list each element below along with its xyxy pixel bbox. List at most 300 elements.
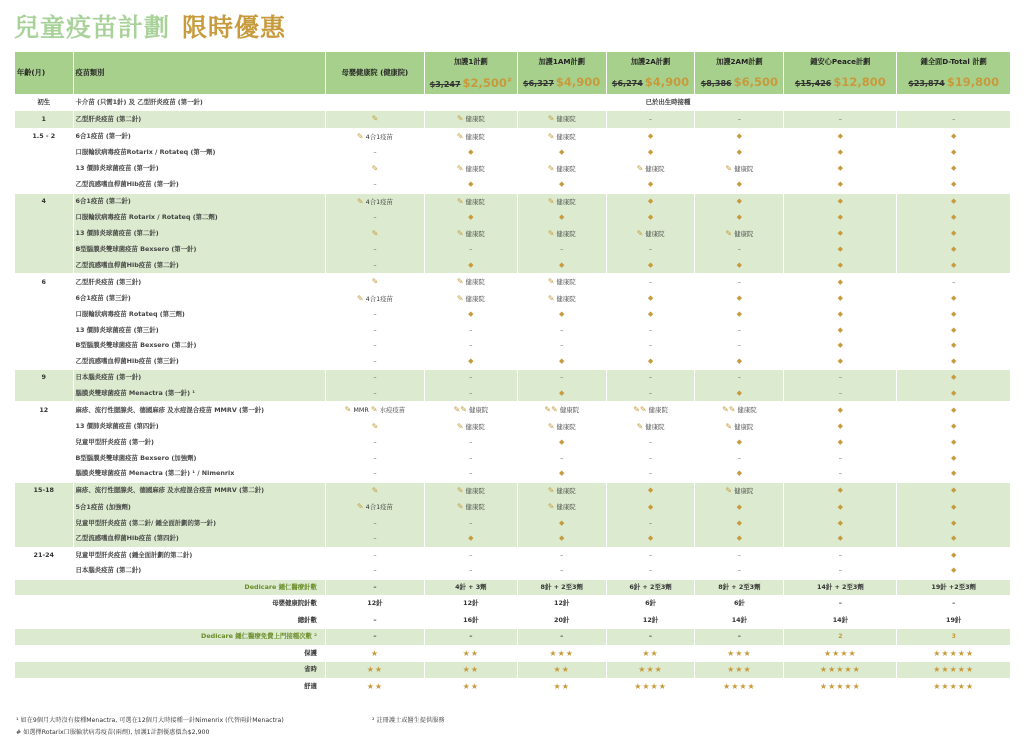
plan-cell	[784, 323, 897, 339]
cell-text: 健康院	[463, 278, 485, 287]
summary-row	[15, 629, 1011, 646]
included-diamond-icon: ◆	[736, 388, 743, 397]
dash-mark: –	[373, 341, 377, 350]
plan-cell	[784, 451, 897, 467]
cell-text: 健康院	[735, 406, 757, 415]
plan-cell	[424, 193, 517, 210]
plan-cell	[606, 563, 695, 579]
syringe-icon: ✎	[456, 114, 464, 124]
vaccine-name: 乙型流感嗜血桿菌Hib疫苗 (第三針)	[73, 354, 325, 370]
plan-cell	[897, 242, 1010, 258]
plan-cell	[897, 516, 1010, 532]
plan-cell	[606, 419, 695, 436]
vaccine-name: 乙型流感嗜血桿菌Hib疫苗 (第一針)	[73, 177, 325, 193]
summary-cell: 19針	[897, 612, 1010, 629]
plan-cell	[897, 354, 1010, 370]
syringe-icon: ✎	[456, 228, 464, 238]
plan-cell	[517, 193, 606, 210]
syringe-icon: ✎	[636, 421, 644, 431]
age-cell	[15, 466, 74, 482]
plan-cell	[606, 386, 695, 402]
plan-cell	[606, 177, 695, 193]
offer-price: $4,900	[555, 74, 601, 89]
included-diamond-icon: ◆	[837, 164, 844, 173]
plan-cell	[897, 111, 1010, 129]
plan-cell	[784, 111, 897, 129]
included-diamond-icon: ◆	[950, 325, 957, 334]
included-diamond-icon: ◆	[837, 405, 844, 414]
plan-cell	[695, 307, 784, 323]
summary-cell: 6針 + 2至3劑	[606, 579, 695, 596]
plan-cell	[897, 435, 1010, 451]
plan-cell	[606, 451, 695, 467]
age-cell	[15, 291, 74, 308]
header-plan-price	[606, 72, 695, 94]
table-row	[15, 145, 1011, 161]
plan-cell	[424, 274, 517, 291]
included-diamond-icon: ◆	[736, 310, 743, 319]
included-diamond-icon: ◆	[468, 213, 474, 222]
plan-cell	[695, 193, 784, 210]
dash-mark: –	[648, 438, 653, 447]
plan-cell	[424, 161, 517, 178]
summary-cell: ★★	[517, 662, 606, 679]
included-diamond-icon: ◆	[647, 534, 654, 543]
dash-mark: –	[373, 518, 377, 527]
plan-cell	[897, 482, 1010, 499]
syringe-icon: ✎	[371, 421, 379, 431]
cell-text: 健康院	[463, 294, 485, 303]
header-plan-price	[517, 72, 606, 94]
summary-cell: 6針	[695, 596, 784, 613]
included-diamond-icon: ◆	[950, 148, 957, 157]
plan-cell	[784, 482, 897, 499]
included-diamond-icon: ◆	[950, 438, 957, 447]
dash-mark: –	[560, 566, 564, 575]
plan-cell	[897, 145, 1010, 161]
cell-text: 健康院	[557, 406, 579, 415]
table-row	[15, 323, 1011, 339]
syringe-icon: ✎	[728, 405, 736, 415]
plan-cell	[606, 226, 695, 243]
plan-cell	[784, 370, 897, 386]
plan-cell	[424, 307, 517, 323]
plan-cell	[325, 323, 424, 339]
summary-cell: 8針 + 2至3劑	[695, 579, 784, 596]
table-row	[15, 354, 1011, 370]
summary-label: Dedicare 鍾仁醫療針數	[15, 579, 326, 596]
cell-text: 健康院	[732, 164, 754, 173]
included-diamond-icon: ◆	[950, 534, 957, 543]
included-diamond-icon: ◆	[837, 310, 844, 319]
header-plan-name: 母嬰健康院 (健康院)	[325, 52, 424, 94]
plan-cell	[784, 338, 897, 354]
header-plan-name: 鍾全面D-Total 計劃	[897, 52, 1010, 72]
age-cell	[15, 386, 74, 402]
plan-cell	[784, 258, 897, 274]
plan-cell	[424, 435, 517, 451]
age-cell: 初生	[15, 94, 74, 111]
summary-label: Dedicare 鍾仁醫療免費上門接種次數 ²	[15, 629, 326, 646]
syringe-icon: ✎	[456, 131, 464, 141]
plan-cell	[606, 323, 695, 339]
cell-text: 健康院	[554, 294, 576, 303]
included-diamond-icon: ◆	[558, 213, 565, 222]
table-row	[15, 274, 1011, 291]
plan-cell	[695, 128, 784, 145]
summary-cell: 14針 + 2至3劑	[784, 579, 897, 596]
included-diamond-icon: ◆	[736, 469, 743, 478]
included-diamond-icon: ◆	[468, 180, 474, 189]
plan-cell	[606, 210, 695, 226]
summary-cell: ★★★	[695, 645, 784, 662]
syringe-icon: ✎	[456, 163, 464, 173]
summary-cell: ★★	[325, 662, 424, 679]
syringe-icon: ✎	[456, 502, 464, 512]
dash-mark: –	[737, 566, 741, 575]
cell-text: 健康院	[732, 229, 754, 238]
cell-text: 健康院	[554, 164, 576, 173]
summary-cell: 14針	[784, 612, 897, 629]
summary-cell: ★★★	[695, 662, 784, 679]
included-diamond-icon: ◆	[837, 422, 844, 431]
syringe-icon: ✎	[356, 502, 364, 512]
cell-text: 4合1疫苗	[363, 132, 393, 141]
dash-mark: –	[373, 148, 377, 157]
dash-mark: –	[648, 114, 653, 123]
included-diamond-icon: ◆	[558, 310, 565, 319]
included-diamond-icon: ◆	[837, 197, 844, 206]
cell-text: 健康院	[554, 422, 576, 431]
dash-mark: –	[373, 373, 377, 382]
plan-cell	[897, 128, 1010, 145]
plan-cell	[325, 370, 424, 386]
plan-cell	[517, 323, 606, 339]
syringe-icon: ✎	[636, 163, 644, 173]
included-diamond-icon: ◆	[647, 260, 654, 269]
dash-mark: –	[648, 453, 653, 462]
plan-cell	[325, 402, 424, 419]
plan-cell	[517, 128, 606, 145]
plan-cell	[325, 274, 424, 291]
plan-cell	[897, 338, 1010, 354]
header-plan-name: 加護2A計劃	[606, 52, 695, 72]
plan-cell	[784, 274, 897, 291]
summary-cell: –	[695, 629, 784, 646]
plan-cell	[325, 466, 424, 482]
plan-cell	[517, 274, 606, 291]
syringe-icon: ✎	[636, 228, 644, 238]
summary-cell: –	[325, 612, 424, 629]
plan-cell	[325, 386, 424, 402]
cell-text: 4合1疫苗	[363, 294, 393, 303]
cell-text: 健康院	[463, 503, 485, 512]
included-diamond-icon: ◆	[837, 229, 844, 238]
plan-cell	[897, 161, 1010, 178]
cell-text: 健康院	[554, 197, 576, 206]
header-plan-name: 鍾安心Peace計劃	[784, 52, 897, 72]
included-diamond-icon: ◆	[736, 534, 743, 543]
included-diamond-icon: ◆	[736, 502, 743, 511]
summary-cell: 12針	[325, 596, 424, 613]
plan-cell	[424, 242, 517, 258]
included-diamond-icon: ◆	[950, 356, 957, 365]
summary-cell: ★★	[606, 645, 695, 662]
dash-mark: –	[648, 373, 653, 382]
syringe-icon: ✎	[371, 277, 379, 287]
included-diamond-icon: ◆	[736, 260, 743, 269]
summary-cell: ★★★	[517, 645, 606, 662]
vaccine-name: 13 價肺炎球菌疫苗 (第二針)	[73, 226, 325, 243]
summary-cell: –	[784, 596, 897, 613]
syringe-icon: ✎	[547, 293, 555, 303]
plan-cell	[424, 563, 517, 579]
plan-cell	[784, 226, 897, 243]
cell-text: 健康院	[643, 229, 665, 238]
dash-mark: –	[648, 245, 653, 254]
plan-cell	[325, 354, 424, 370]
plan-cell	[784, 291, 897, 308]
cell-text: 健康院	[643, 164, 665, 173]
included-diamond-icon: ◆	[950, 213, 957, 222]
plan-cell	[695, 161, 784, 178]
dash-mark: –	[648, 550, 653, 559]
summary-cell: –	[424, 629, 517, 646]
syringe-icon: ✎	[544, 405, 552, 415]
dash-mark: –	[373, 213, 377, 222]
cell-text: 4合1疫苗	[363, 503, 393, 512]
title-accent: 限時優惠	[182, 13, 287, 42]
summary-cell: 12針	[424, 596, 517, 613]
age-cell	[15, 419, 74, 436]
syringe-icon: ✎	[371, 163, 379, 173]
summary-row	[15, 662, 1011, 679]
plan-cell	[784, 563, 897, 579]
included-diamond-icon: ◆	[950, 469, 957, 478]
dash-mark: –	[648, 341, 653, 350]
table-row	[15, 94, 1011, 111]
syringe-icon: ✎	[456, 277, 464, 287]
dash-mark: –	[373, 438, 377, 447]
included-diamond-icon: ◆	[558, 388, 565, 397]
plan-cell	[606, 516, 695, 532]
plan-cell	[695, 547, 784, 563]
plan-cell	[517, 111, 606, 129]
vaccine-name: 日本腦炎疫苗 (第一針)	[73, 370, 325, 386]
plan-cell	[424, 419, 517, 436]
summary-cell: 4針 + 3劑	[424, 579, 517, 596]
included-diamond-icon: ◆	[950, 164, 957, 173]
cell-text: 水痘疫苗	[377, 406, 406, 415]
included-diamond-icon: ◆	[468, 148, 474, 157]
plan-cell	[325, 161, 424, 178]
summary-cell: 2	[784, 629, 897, 646]
table-row	[15, 111, 1011, 129]
plan-cell	[897, 274, 1010, 291]
cell-text: 健康院	[646, 406, 668, 415]
dash-mark: –	[469, 518, 473, 527]
plan-cell	[517, 210, 606, 226]
plan-cell	[784, 307, 897, 323]
price-note: #	[506, 77, 512, 84]
dash-mark: –	[560, 245, 564, 254]
included-diamond-icon: ◆	[736, 148, 743, 157]
dash-mark: –	[952, 114, 956, 123]
plan-cell	[784, 128, 897, 145]
age-cell: 1	[15, 111, 74, 129]
cell-text: 健康院	[554, 132, 576, 141]
included-diamond-icon: ◆	[950, 453, 957, 462]
plan-cell	[325, 193, 424, 210]
plan-cell	[325, 435, 424, 451]
header-plan-price	[695, 72, 784, 94]
plan-cell	[325, 419, 424, 436]
vaccine-name: 腦膜炎雙球菌疫苗 Menactra (第一針) ¹	[73, 386, 325, 402]
age-cell	[15, 177, 74, 193]
summary-cell: 14針	[695, 612, 784, 629]
syringe-icon: ✎	[456, 196, 464, 206]
included-diamond-icon: ◆	[837, 245, 844, 254]
plan-cell	[325, 145, 424, 161]
plan-cell	[517, 291, 606, 308]
plan-cell	[424, 291, 517, 308]
old-price: $6,274	[611, 78, 643, 88]
plan-cell	[424, 386, 517, 402]
plan-cell	[784, 499, 897, 516]
header-plan-price	[784, 72, 897, 94]
plan-cell	[784, 354, 897, 370]
cell-text: 健康院	[732, 486, 754, 495]
summary-cell: 3	[897, 629, 1010, 646]
dash-mark: –	[648, 469, 653, 478]
age-cell: 6	[15, 274, 74, 291]
title-main: 兒童疫苗計劃	[14, 13, 171, 42]
included-diamond-icon: ◆	[647, 310, 654, 319]
plan-cell	[424, 258, 517, 274]
vaccine-name: 6合1疫苗 (第二針)	[73, 193, 325, 210]
plan-cell	[606, 258, 695, 274]
included-diamond-icon: ◆	[950, 229, 957, 238]
included-diamond-icon: ◆	[468, 534, 474, 543]
plan-cell	[424, 338, 517, 354]
age-cell	[15, 307, 74, 323]
summary-row	[15, 579, 1011, 596]
syringe-icon: ✎	[725, 163, 733, 173]
dash-mark: –	[469, 325, 473, 334]
table-row	[15, 402, 1011, 419]
included-diamond-icon: ◆	[558, 469, 565, 478]
vaccine-name: 麻疹、流行性腮腺炎、德國麻疹 及水痘混合疫苗 MMRV (第二針)	[73, 482, 325, 499]
vaccine-name: 兒童甲型肝炎疫苗 (鍾全面計劃的第二針)	[73, 547, 325, 563]
plan-cell	[424, 531, 517, 547]
plan-cell	[424, 451, 517, 467]
plan-cell	[897, 258, 1010, 274]
summary-row	[15, 612, 1011, 629]
cell-text: MMR	[351, 406, 371, 415]
included-diamond-icon: ◆	[647, 294, 654, 303]
syringe-icon: ✎	[547, 421, 555, 431]
cell-text: 健康院	[463, 132, 485, 141]
plan-cell	[325, 499, 424, 516]
included-diamond-icon: ◆	[950, 310, 957, 319]
header-plan-name: 加護2AM計劃	[695, 52, 784, 72]
syringe-icon: ✎	[639, 405, 647, 415]
plan-cell	[517, 370, 606, 386]
included-diamond-icon: ◆	[837, 325, 844, 334]
dash-mark: –	[648, 388, 653, 397]
plan-cell	[517, 563, 606, 579]
syringe-icon: ✎	[456, 485, 464, 495]
plan-cell	[695, 466, 784, 482]
included-diamond-icon: ◆	[837, 213, 844, 222]
table-row	[15, 242, 1011, 258]
cell-text: 健康院	[463, 197, 485, 206]
summary-cell: ★★	[424, 645, 517, 662]
included-diamond-icon: ◆	[837, 534, 844, 543]
age-cell	[15, 210, 74, 226]
summary-label: 總針數	[15, 612, 326, 629]
included-diamond-icon: ◆	[647, 132, 654, 141]
dash-mark: –	[560, 325, 564, 334]
table-row	[15, 482, 1011, 499]
plan-cell	[517, 419, 606, 436]
age-cell	[15, 435, 74, 451]
dash-mark: –	[838, 114, 842, 123]
age-cell	[15, 145, 74, 161]
age-cell	[15, 242, 74, 258]
dash-mark: –	[469, 373, 473, 382]
dash-mark: –	[469, 388, 473, 397]
table-row	[15, 466, 1011, 482]
summary-cell: ★	[325, 645, 424, 662]
included-diamond-icon: ◆	[950, 132, 957, 141]
plan-cell	[695, 258, 784, 274]
plan-cell	[695, 323, 784, 339]
cell-text: 健康院	[466, 406, 489, 415]
plan-cell	[897, 291, 1010, 308]
plan-cell	[695, 516, 784, 532]
table-row	[15, 307, 1011, 323]
table-row	[15, 547, 1011, 563]
vaccine-name: 乙型流感嗜血桿菌Hib疫苗 (第四針)	[73, 531, 325, 547]
plan-cell	[897, 210, 1010, 226]
vaccine-name: B型腦膜炎雙球菌疫苗 Bexsero (第一針)	[73, 242, 325, 258]
syringe-icon: ✎	[547, 277, 555, 287]
plan-cell	[784, 145, 897, 161]
vaccine-name: 兒童甲型肝炎疫苗 (第一針)	[73, 435, 325, 451]
plan-cell	[606, 499, 695, 516]
summary-cell: –	[325, 629, 424, 646]
dash-mark: –	[737, 245, 741, 254]
plan-cell	[424, 547, 517, 563]
summary-cell: –	[606, 629, 695, 646]
plan-cell	[517, 531, 606, 547]
plan-cell	[424, 516, 517, 532]
plan-cell	[517, 547, 606, 563]
plan-cell	[424, 226, 517, 243]
included-diamond-icon: ◆	[837, 132, 844, 141]
plan-cell	[517, 386, 606, 402]
cell-text: 健康院	[554, 229, 576, 238]
plan-cell	[784, 386, 897, 402]
offer-price: $2,500#	[462, 75, 512, 90]
vaccine-name: 6合1疫苗 (第一針)	[73, 128, 325, 145]
summary-cell: ★★	[517, 678, 606, 694]
summary-cell: 6針	[606, 596, 695, 613]
age-cell	[15, 354, 74, 370]
included-diamond-icon: ◆	[736, 356, 743, 365]
included-diamond-icon: ◆	[950, 518, 957, 527]
